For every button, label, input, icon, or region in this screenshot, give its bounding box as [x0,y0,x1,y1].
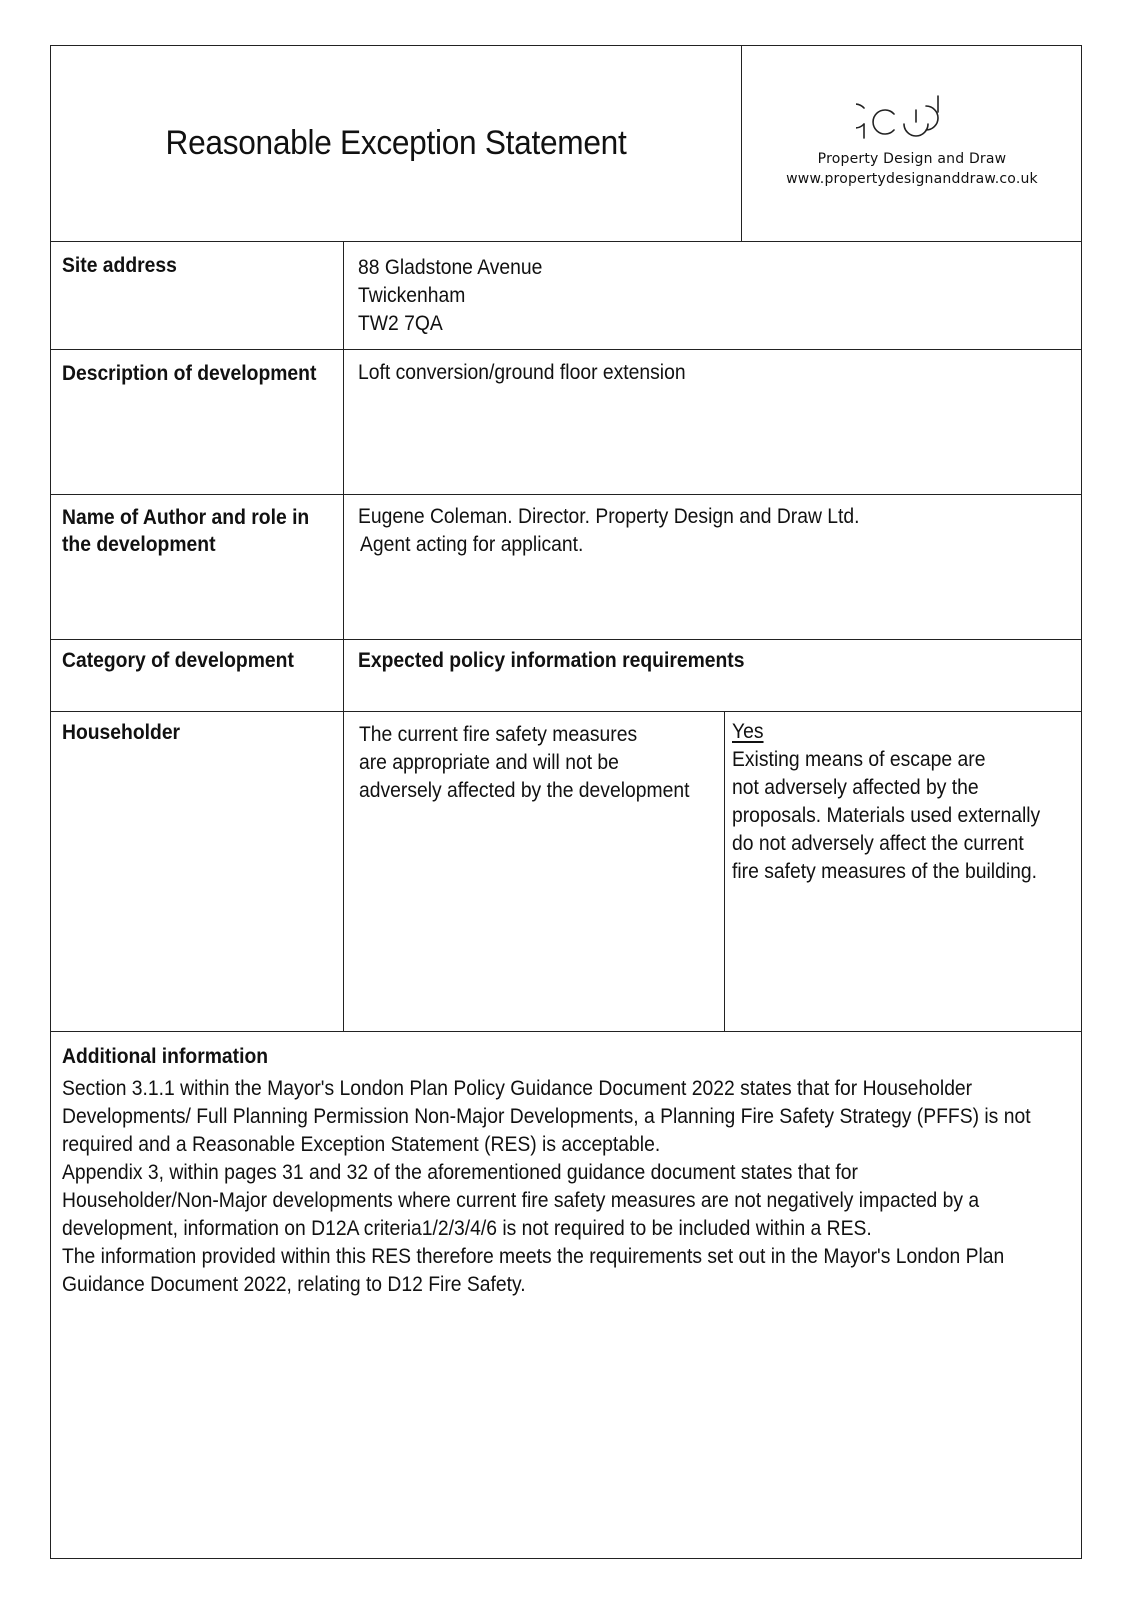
additional-line: Developments/ Full Planning Permission Non-Major Developments, a Planning Fire Safety Strategy (PFFS) is not [62,1105,1031,1128]
requirement-line: The current fire safety measures [359,723,638,746]
answer-line: do not adversely affect the current [732,832,1024,855]
brand-block [741,46,1083,241]
answer-yes: Yes [732,720,764,743]
site-address-label: Site address [62,254,177,277]
author-value-cell [358,503,1078,559]
additional-line: Appendix 3, within pages 31 and 32 of the aforementioned guidance document states that for [62,1161,858,1184]
company-website[interactable]: www.propertydesignanddraw.co.uk [786,171,1038,187]
requirement-line: are appropriate and will not be [359,751,619,774]
answer-text [732,718,1077,886]
description-label-cell [62,360,337,387]
author-line: Agent acting for applicant. [360,533,584,556]
additional-line: Householder/Non-Major developments where current fire safety measures are not negatively impacted by a [62,1189,980,1212]
category-label: Category of development [62,649,294,672]
householder-label: Householder [62,721,181,744]
householder-label-cell [62,719,337,746]
pdd-logo-icon [856,74,966,144]
divider [51,349,1081,350]
site-address-value [358,254,1058,338]
answer-line: proposals. Materials used externally [732,804,1041,827]
divider [724,711,725,1031]
additional-line: Section 3.1.1 within the Mayor's London Plan Policy Guidance Document 2022 states that for Householder [62,1077,973,1100]
description-value: Loft conversion/ground floor extension [358,361,686,384]
author-label-cell [62,504,337,558]
address-line: TW2 7QA [358,312,443,335]
address-line: Twickenham [358,284,466,307]
answer-line: not adversely affected by the [732,776,979,799]
answer-line: fire safety measures of the building. [732,860,1037,883]
additional-line: The information provided within this RES therefore meets the requirements set out in the Mayor's London Plan [62,1245,1005,1268]
address-line: 88 Gladstone Avenue [358,256,543,279]
divider [51,711,1081,712]
requirements-heading: Expected policy information requirements [358,649,745,672]
requirements-heading-cell [358,647,1058,674]
divider [51,494,1081,495]
page-title: Reasonable Exception Statement [165,124,627,162]
additional-line: required and a Reasonable Exception Statement (RES) is acceptable. [62,1133,661,1156]
author-label-line: the development [62,533,216,556]
additional-line: Guidance Document 2022, relating to D12 Fire Safety. [62,1273,526,1296]
divider [51,1031,1081,1032]
statement-form [50,45,1082,1559]
site-address-label-cell [62,252,337,279]
description-label: Description of development [62,362,317,385]
author-line: Eugene Coleman. Director. Property Design and Draw Ltd. [358,505,860,528]
divider [51,639,1081,640]
divider [343,241,344,1031]
additional-heading: Additional information [62,1045,269,1068]
company-name: Property Design and Draw [817,151,1007,167]
category-label-cell [62,647,337,674]
requirement-text [359,721,719,805]
divider [51,241,1081,242]
description-value-cell [358,359,1058,387]
additional-line: development, information on D12A criteria1/2/3/4/6 is not required to be included within a RES. [62,1217,872,1240]
additional-information [62,1043,1072,1299]
answer-line: Existing means of escape are [732,748,986,771]
requirement-line: adversely affected by the development [359,779,690,802]
author-label-line: Name of Author and role in [62,506,310,529]
